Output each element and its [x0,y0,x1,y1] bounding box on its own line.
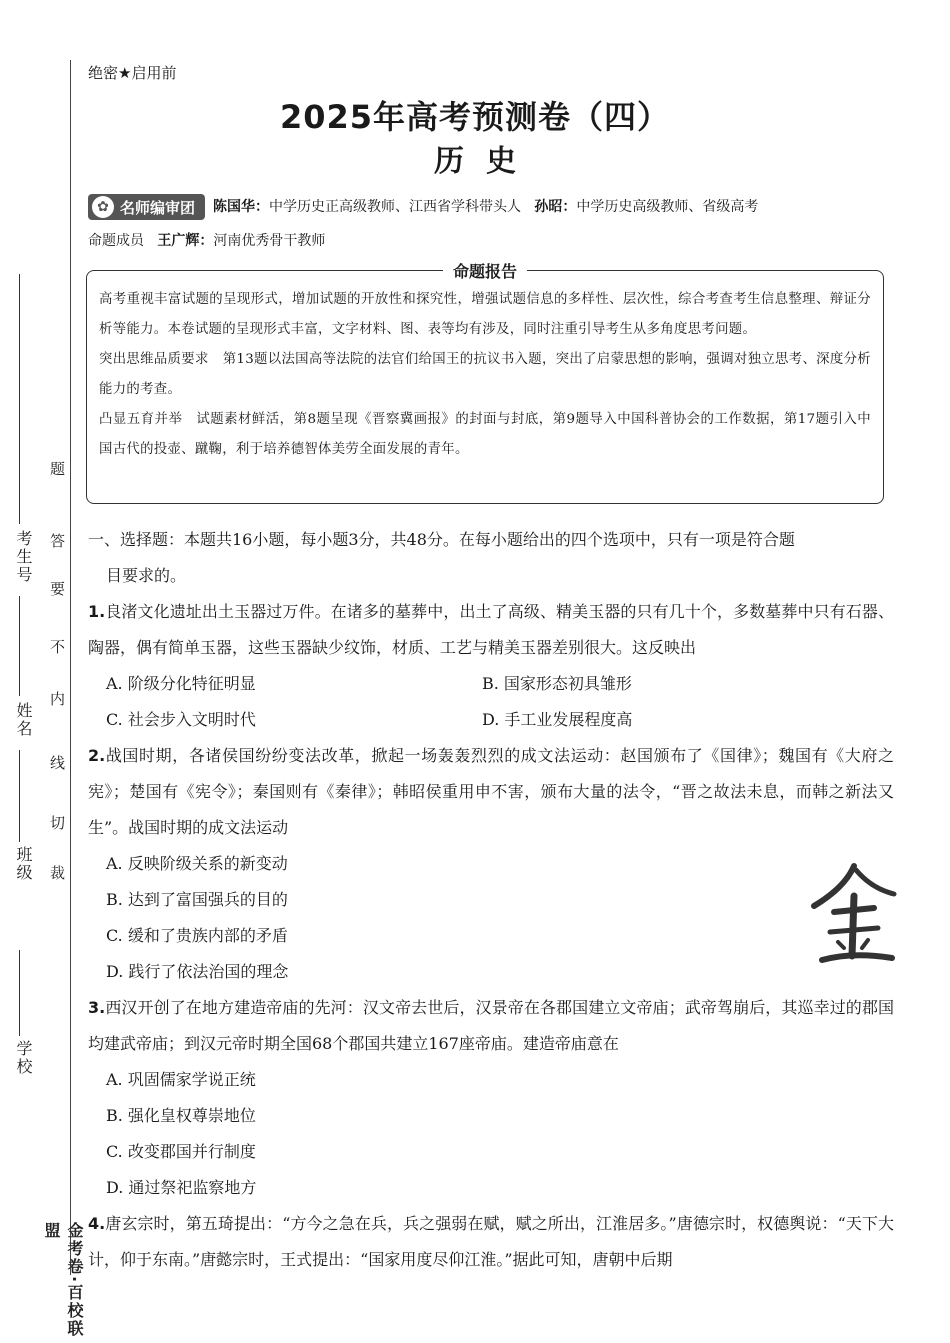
question-stem: 3.西汉开创了在地方建造帝庙的先河：汉文帝去世后，汉景帝在各郡国建立文帝庙；武帝驾崩后，其巡幸过的郡国均建武帝庙；到汉元帝时期全国68个郡国共建立167座帝庙。建造帝庙意在 [88,998,894,1053]
question-stem: 2.战国时期，各诸侯国纷纷变法改革，掀起一场轰轰烈烈的成文法运动：赵国颁布了《国律》；魏国有《大府之宪》；楚国有《宪令》；秦国则有《秦律》；韩昭侯重用申不害，颁布大量的法令，“晋之故法未息，而韩之新法又生”。战国时期的成文法运动 [88,746,894,837]
report-paragraph: 高考重视丰富试题的呈现形式，增加试题的开放性和探究性，增强试题信息的多样性、层次性，综合考查考生信息整理、辩证分析等能力。本卷试题的呈现形式丰富，文字材料、图、表等均有涉及，同时注重引导考生从多角度思考问题。 [99,292,871,337]
option: C. 缓和了贵族内部的矛盾 [106,926,288,945]
report-lead: 凸显五育并举 [99,412,183,427]
option: C. 改变郡国并行制度 [106,1142,256,1161]
exam-no-blank [19,274,20,524]
option-row [88,702,894,738]
report-title: 命题报告 [443,262,527,281]
section-heading: 一、选择题：本题共16小题，每小题3分，共48分。在每小题给出的四个选项中，只有一项是符合题 目要求的。 [88,530,795,585]
class-blank [19,750,20,842]
cut-line [70,60,71,1275]
option: D. 手工业发展程度高 [482,710,633,729]
exam-title: 2025年高考预测卷（四） [279,98,671,136]
name-blank [19,596,20,696]
report-paragraph: 凸显五育并举 试题素材鲜活，第8题呈现《晋察冀画报》的封面与封底，第9题导入中国科普协会的工作数据，第17题引入中国古代的投壶、蹴鞠，利于培养德智体美劳全面发展的青年。 [99,412,871,457]
line2-label: 命题成员 [88,233,144,249]
calligraphy-stamp [808,858,898,968]
member-desc: 中学历史正高级教师、江西省学科带头人 [269,199,522,215]
class-label: 班级 [14,846,33,882]
cut-char: 题 [50,460,66,478]
option: A. 巩固儒家学说正统 [106,1070,256,1089]
cut-char: 切 [50,814,66,832]
cut-char: 不 [50,638,66,656]
option: D. 践行了依法治国的理念 [106,962,289,981]
option: B. 达到了富国强兵的目的 [106,890,288,909]
option: A. 阶级分化特征明显 [106,674,256,693]
binding-sidebar [0,0,84,1343]
cut-char: 要 [50,580,66,598]
option: C. 社会步入文明时代 [106,710,256,729]
subject-title: 历史 [434,144,538,179]
school-label: 学校 [14,1040,33,1076]
option: A. 反映阶级关系的新变动 [106,854,288,873]
report-lead: 突出思维品质要求 [99,352,209,367]
option: B. 强化皇权尊崇地位 [106,1106,256,1125]
secret-label: 绝密★启用前 [88,64,177,82]
option: B. 国家形态初具雏形 [482,674,632,693]
flower-icon: ✿ [92,196,114,218]
question-stem: 4.唐玄宗时，第五琦提出：“方今之急在兵，兵之强弱在赋，赋之所出，江淮居多。”唐德宗时，权德舆说：“天下大计，仰于东南。”唐懿宗时，王式提出：“国家用度尽仰江淮。”据此可知，唐朝中后期 [88,1214,894,1269]
member-desc: 中学历史高级教师、省级高考 [576,199,759,215]
member-name: 陈国华： [213,199,270,215]
cut-char: 答 [50,532,66,550]
exam-no-label: 考生号 [14,530,33,584]
name-label: 姓名 [14,702,33,738]
cut-char: 内 [50,690,66,708]
report-box [86,262,884,504]
question-stem: 1.良渚文化遗址出土玉器过万件。在诸多的墓葬中，出土了高级、精美玉器的只有几十个，多数墓葬中只有石器、陶器，偶有简单玉器，这些玉器缺少纹饰，材质、工艺与精美玉器差别很大。这反映出 [88,602,894,657]
member-name: 王广辉： [157,233,214,249]
brand-label: 金考卷·百校联盟 [42,1222,84,1339]
review-team [88,194,908,250]
review-badge: ✿ 名师编审团 [88,194,205,220]
option-row [88,666,894,702]
cut-char: 裁 [50,864,66,882]
report-paragraph: 突出思维品质要求 第13题以法国高等法院的法官们给国王的抗议书入题，突出了启蒙思想的影响，强调对独立思考、深度分析能力的考查。 [99,352,871,397]
cut-char: 线 [50,754,66,772]
question-content [88,522,894,1278]
member-name: 孙昭： [534,199,577,215]
member-desc: 河南优秀骨干教师 [213,233,326,249]
option: D. 通过祭祀监察地方 [106,1178,257,1197]
school-blank [19,950,20,1036]
